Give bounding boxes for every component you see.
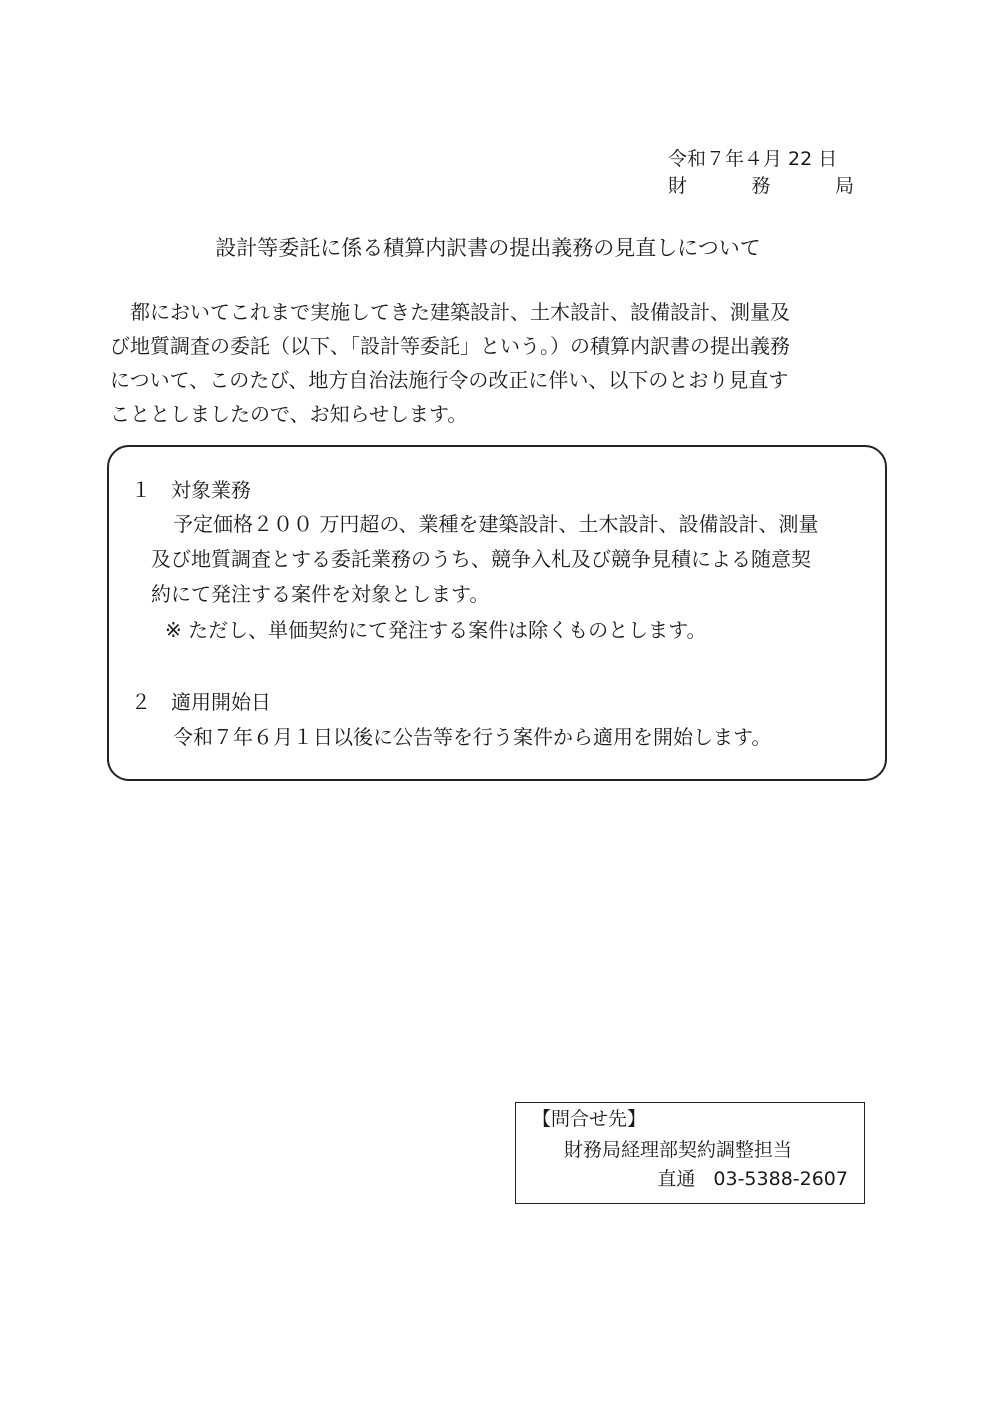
section-heading-text: 対象業務: [171, 478, 251, 502]
contact-phone-label: 直通: [657, 1168, 696, 1190]
section-body-line: 及び地質調査とする委託業務のうち、競争入札及び競争見積による随意契: [151, 547, 811, 571]
contact-box: [515, 1102, 865, 1204]
section-number: ２: [131, 690, 151, 714]
contact-label: 【問合せ先】: [532, 1108, 647, 1130]
section-body-line: 約にて発注する案件を対象とします。: [151, 582, 490, 606]
intro-paragraph: [110, 295, 860, 431]
contact-phone: 03-5388-2607: [713, 1168, 848, 1190]
details-box: [107, 445, 887, 781]
section-note: ※ ただし、単価契約にて発注する案件は除くものとします。: [165, 618, 707, 642]
department-char: 務: [751, 175, 771, 197]
section-number: １: [131, 478, 151, 502]
document-date: 令和７年４月 22 日: [668, 148, 838, 170]
contact-department: 財務局経理部契約調整担当: [564, 1139, 793, 1161]
intro-line: 都においてこれまで実施してきた建築設計、土木設計、設備設計、測量及: [130, 300, 790, 324]
contact-phone-line: [657, 1166, 848, 1192]
section-heading: [131, 473, 251, 507]
section-body-line: 令和７年６月１日以後に公告等を行う案件から適用を開始します。: [173, 725, 772, 749]
intro-line: こととしましたので、お知らせします。: [110, 402, 468, 426]
intro-line: について、このたび、地方自治法施行令の改正に伴い、以下のとおり見直す: [110, 368, 789, 392]
section-body-line: 予定価格２００ 万円超の、業種を建築設計、土木設計、設備設計、測量: [173, 512, 819, 536]
department-char: 局: [834, 175, 854, 197]
section-heading-text: 適用開始日: [171, 690, 271, 714]
department-char: 財: [668, 175, 688, 197]
intro-line: び地質調査の委託（以下、「設計等委託」という。）の積算内訳書の提出義務: [110, 334, 790, 358]
section-heading: [131, 685, 271, 719]
issuing-department: [668, 173, 854, 199]
document-title: 設計等委託に係る積算内訳書の提出義務の見直しについて: [215, 236, 761, 260]
